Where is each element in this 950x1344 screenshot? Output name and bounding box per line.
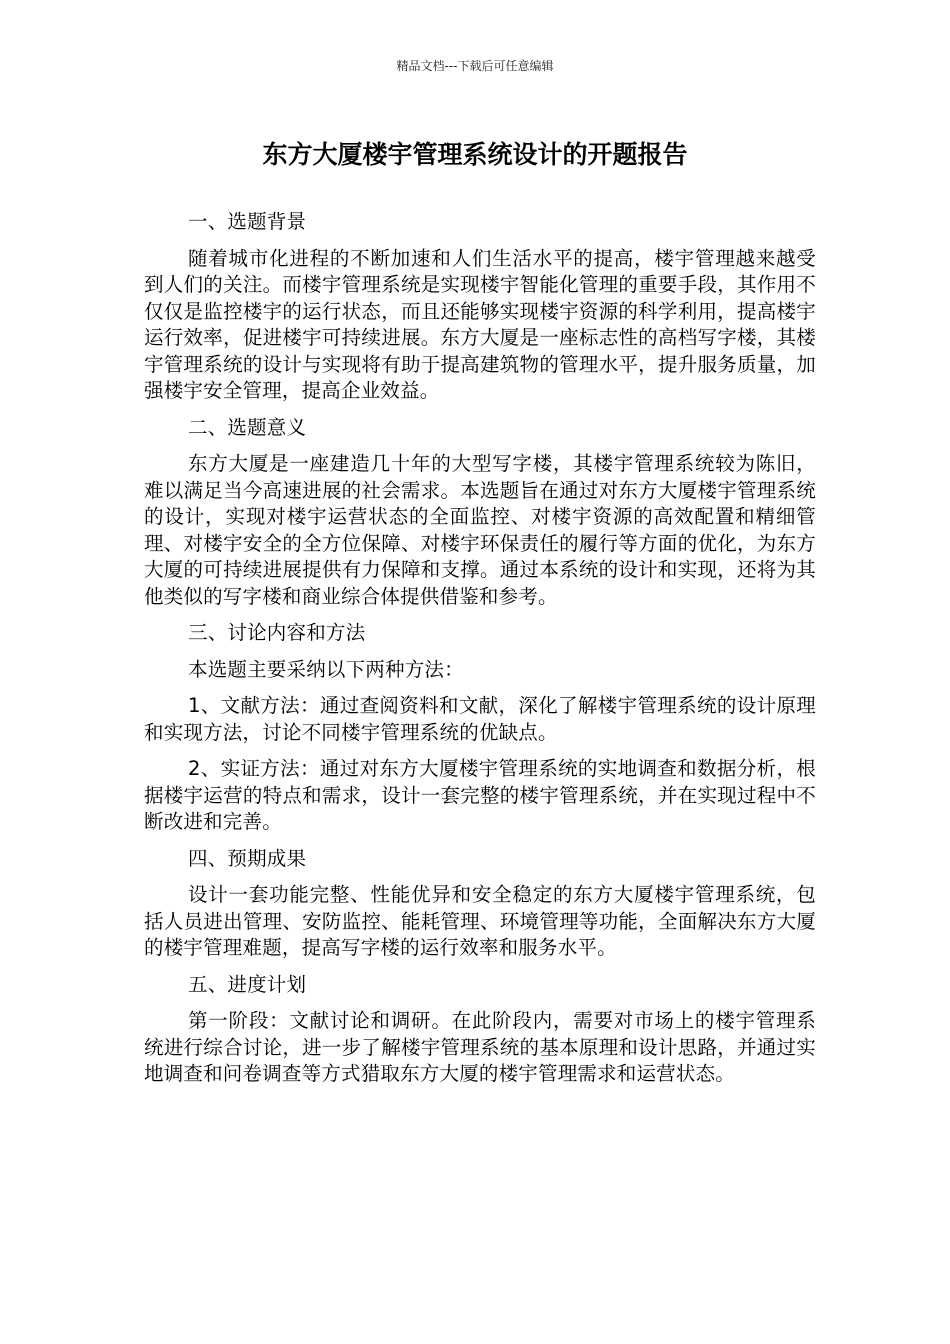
- header-note: 精品文档---下载后可任意编辑: [396, 59, 554, 73]
- document-body: [144, 209, 816, 1098]
- section-heading-background: 一、选题背景: [188, 210, 307, 233]
- section-heading-methods: 三、讨论内容和方法: [188, 621, 366, 644]
- paragraph-method-literature: 1、文献方法：通过查阅资料和文献，深化了解楼宇管理系统的设计原理和实现方法，讨论不同楼宇管理系统的优缺点。: [144, 694, 816, 744]
- paragraph-outcomes: 设计一套功能完整、性能优异和安全稳定的东方大厦楼宇管理系统，包括人员进出管理、安防监控、能耗管理、环境管理等功能，全面解决东方大厦的楼宇管理难题，提高写字楼的运行效率和服务水平。: [144, 883, 816, 959]
- paragraph-background: 随着城市化进程的不断加速和人们生活水平的提高，楼宇管理越来越受到人们的关注。而楼宇管理系统是实现楼宇智能化管理的重要手段，其作用不仅仅是监控楼宇的运行状态，而且还能够实现楼宇资源的科学利用，提高楼宇运行效率，促进楼宇可持续进展。东方大厦是一座标志性的高档写字楼，其楼宇管理系统的设计与实现将有助于提高建筑物的管理水平，提升服务质量，加强楼宇安全管理，提高企业效益。: [144, 246, 816, 402]
- section-heading-outcomes: 四、预期成果: [188, 846, 307, 870]
- paragraph-schedule-phase-one: 第一阶段：文献讨论和调研。在此阶段内，需要对市场上的楼宇管理系统进行综合讨论，进一步了解楼宇管理系统的基本原理和设计思路，并通过实地调查和问卷调查等方式猎取东方大厦的楼宇管理需求和运营状态。: [144, 1009, 816, 1085]
- section-heading-significance: 二、选题意义: [188, 415, 307, 439]
- document-title: 东方大厦楼宇管理系统设计的开题报告: [262, 140, 688, 169]
- paragraph-significance: 东方大厦是一座建造几十年的大型写字楼，其楼宇管理系统较为陈旧，难以满足当今高速进展的社会需求。本选题旨在通过对东方大厦楼宇管理系统的设计，实现对楼宇运营状态的全面监控、对楼宇资源的高效配置和精细管理、对楼宇安全的全方位保障、对楼宇环保责任的履行等方面的优化，为东方大厦的可持续进展提供有力保障和支撑。通过本系统的设计和实现，还将为其他类似的写字楼和商业综合体提供借鉴和参考。: [144, 452, 816, 608]
- paragraph-method-empirical: 2、实证方法：通过对东方大厦楼宇管理系统的实地调查和数据分析，根据楼宇运营的特点和需求，设计一套完整的楼宇管理系统，并在实现过程中不断改进和完善。: [144, 757, 816, 833]
- paragraph-methods-intro: 本选题主要采纳以下两种方法：: [188, 657, 464, 681]
- section-heading-schedule: 五、进度计划: [188, 972, 307, 996]
